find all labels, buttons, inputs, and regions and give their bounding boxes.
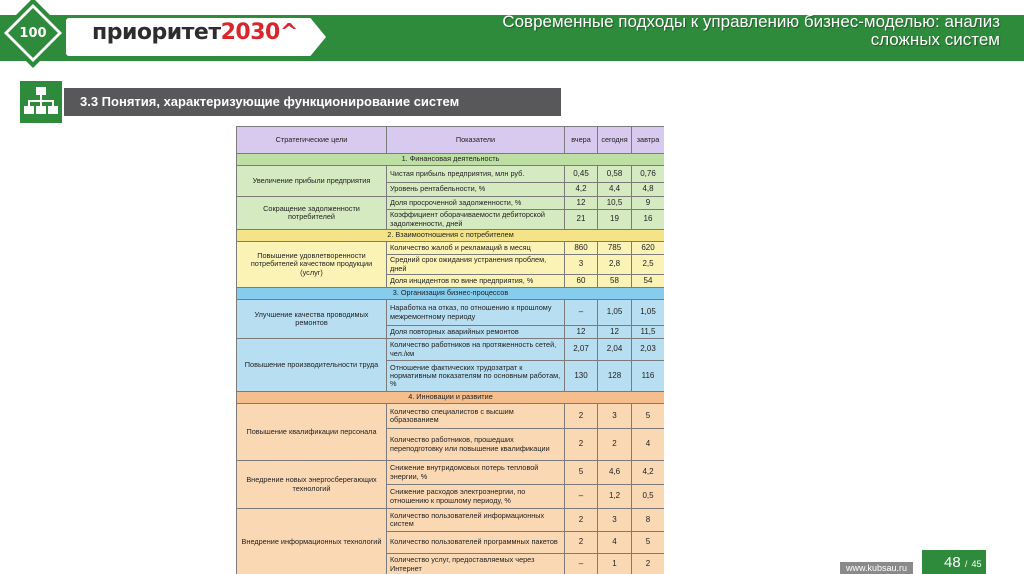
value-tomorrow: 54 — [632, 275, 665, 288]
table-row — [237, 404, 665, 429]
indicator-cell: Чистая прибыль предприятия, млн руб. — [387, 166, 565, 183]
value-yesterday: 12 — [565, 326, 598, 339]
value-today: 2,8 — [598, 255, 632, 275]
value-today: 19 — [598, 210, 632, 230]
indicator-cell: Количество пользователей информационных систем — [387, 509, 565, 532]
value-tomorrow: 4 — [632, 429, 665, 461]
indicators-table — [236, 126, 664, 574]
value-yesterday: 0,45 — [565, 166, 598, 183]
goal-cell: Повышение производительности труда — [237, 339, 387, 392]
slide-title: Современные подходы к управлению бизнес-моделью: анализ сложных систем — [502, 12, 1000, 49]
goal-cell: Внедрение новых энергосберегающих технологий — [237, 461, 387, 509]
footer-url: www.kubsau.ru — [840, 562, 913, 574]
value-yesterday: 2 — [565, 509, 598, 532]
value-yesterday: 2 — [565, 404, 598, 429]
section-heading: 3.3 Понятия, характеризующие функционирование систем — [64, 88, 561, 116]
indicator-cell: Доля просроченной задолженности, % — [387, 197, 565, 210]
page-total: 45 — [971, 559, 982, 569]
value-today: 4 — [598, 532, 632, 554]
value-today: 1 — [598, 554, 632, 574]
table-row — [237, 166, 665, 183]
value-tomorrow: 2,5 — [632, 255, 665, 275]
value-yesterday: 2,07 — [565, 339, 598, 361]
table-row — [237, 300, 665, 326]
indicator-cell: Количество специалистов с высшим образованием — [387, 404, 565, 429]
value-tomorrow: 9 — [632, 197, 665, 210]
table-row — [237, 339, 665, 361]
indicator-cell: Отношение фактических трудозатрат к нормативным показателям по основным работам, % — [387, 361, 565, 392]
goal-cell: Внедрение информационных технологий — [237, 509, 387, 574]
table-row — [237, 461, 665, 485]
value-today: 1,05 — [598, 300, 632, 326]
indicator-cell: Снижение расходов электроэнергии, по отношению к прошлому периоду, % — [387, 485, 565, 509]
value-today: 1,2 — [598, 485, 632, 509]
value-tomorrow: 11,5 — [632, 326, 665, 339]
value-tomorrow: 2,03 — [632, 339, 665, 361]
header-goals: Стратегические цели — [237, 127, 387, 154]
value-yesterday: – — [565, 300, 598, 326]
value-today: 128 — [598, 361, 632, 392]
value-tomorrow: 5 — [632, 532, 665, 554]
value-tomorrow: 16 — [632, 210, 665, 230]
header-today: сегодня — [598, 127, 632, 154]
indicator-cell: Доля повторных аварийных ремонтов — [387, 326, 565, 339]
indicators-table-wrapper — [236, 126, 664, 574]
value-today: 785 — [598, 242, 632, 255]
indicator-cell: Наработка на отказ, по отношению к прошлому межремонтному периоду — [387, 300, 565, 326]
logo-mark: ^ — [279, 20, 298, 45]
value-today: 4,4 — [598, 183, 632, 197]
table-row — [237, 509, 665, 532]
value-yesterday: 21 — [565, 210, 598, 230]
value-tomorrow: 0,76 — [632, 166, 665, 183]
value-today: 0,58 — [598, 166, 632, 183]
brand-logo — [92, 20, 298, 45]
section-title: 3. Организация бизнес-процессов — [237, 288, 665, 300]
indicator-cell: Снижение внутридомовых потерь тепловой энергии, % — [387, 461, 565, 485]
value-today: 10,5 — [598, 197, 632, 210]
table-row — [237, 242, 665, 255]
logo-year: 2030 — [220, 20, 280, 45]
value-today: 4,6 — [598, 461, 632, 485]
goal-cell: Повышение квалификации персонала — [237, 404, 387, 461]
value-tomorrow: 8 — [632, 509, 665, 532]
indicator-cell: Уровень рентабельности, % — [387, 183, 565, 197]
value-yesterday: 60 — [565, 275, 598, 288]
section-title: 1. Финансовая деятельность — [237, 154, 665, 166]
indicator-cell: Количество работников на протяженность сетей, чел./км — [387, 339, 565, 361]
table-row — [237, 197, 665, 210]
goal-cell: Увеличение прибыли предприятия — [237, 166, 387, 197]
anniversary-logo-icon — [0, 0, 68, 68]
anniversary-badge-text: 100 — [19, 26, 47, 41]
value-tomorrow: 0,5 — [632, 485, 665, 509]
org-structure-icon — [20, 81, 62, 123]
page-separator: / — [964, 559, 968, 569]
value-today: 58 — [598, 275, 632, 288]
value-today: 3 — [598, 404, 632, 429]
value-yesterday: 5 — [565, 461, 598, 485]
section-row — [237, 392, 665, 404]
section-title: 2. Взаимоотношения с потребителем — [237, 230, 665, 242]
section-row — [237, 230, 665, 242]
value-tomorrow: 5 — [632, 404, 665, 429]
indicator-cell: Средний срок ожидания устранения проблем, дней — [387, 255, 565, 275]
section-row — [237, 154, 665, 166]
value-yesterday: – — [565, 485, 598, 509]
logo-word: приоритет — [92, 20, 221, 45]
value-yesterday: 2 — [565, 429, 598, 461]
header-indicators: Показатели — [387, 127, 565, 154]
value-yesterday: 130 — [565, 361, 598, 392]
value-tomorrow: 4,2 — [632, 461, 665, 485]
value-tomorrow: 4,8 — [632, 183, 665, 197]
indicator-cell: Количество жалоб и рекламаций в месяц — [387, 242, 565, 255]
section-title: 4. Инновации и развитие — [237, 392, 665, 404]
page-counter — [922, 550, 986, 574]
goal-cell: Повышение удовлетворенности потребителей качеством продукции (услуг) — [237, 242, 387, 288]
value-yesterday: 860 — [565, 242, 598, 255]
indicator-cell: Коэффициент оборачиваемости дебиторской задолженности, дней — [387, 210, 565, 230]
value-yesterday: – — [565, 554, 598, 574]
value-tomorrow: 620 — [632, 242, 665, 255]
value-tomorrow: 1,05 — [632, 300, 665, 326]
value-tomorrow: 116 — [632, 361, 665, 392]
value-yesterday: 2 — [565, 532, 598, 554]
table-header-row — [237, 127, 665, 154]
value-today: 12 — [598, 326, 632, 339]
header-yesterday: вчера — [565, 127, 598, 154]
goal-cell: Сокращение задолженности потребителей — [237, 197, 387, 230]
header-tomorrow: завтра — [632, 127, 665, 154]
value-yesterday: 12 — [565, 197, 598, 210]
value-today: 3 — [598, 509, 632, 532]
indicator-cell: Количество услуг, предоставляемых через Интернет — [387, 554, 565, 574]
value-today: 2,04 — [598, 339, 632, 361]
value-yesterday: 3 — [565, 255, 598, 275]
section-row — [237, 288, 665, 300]
value-tomorrow: 2 — [632, 554, 665, 574]
value-yesterday: 4,2 — [565, 183, 598, 197]
indicator-cell: Количество пользователей программных пакетов — [387, 532, 565, 554]
page-current: 48 — [944, 554, 961, 571]
value-today: 2 — [598, 429, 632, 461]
indicator-cell: Количество работников, прошедших переподготовку или повышение квалификации — [387, 429, 565, 461]
indicator-cell: Доля инцидентов по вине предприятия, % — [387, 275, 565, 288]
goal-cell: Улучшение качества проводимых ремонтов — [237, 300, 387, 339]
